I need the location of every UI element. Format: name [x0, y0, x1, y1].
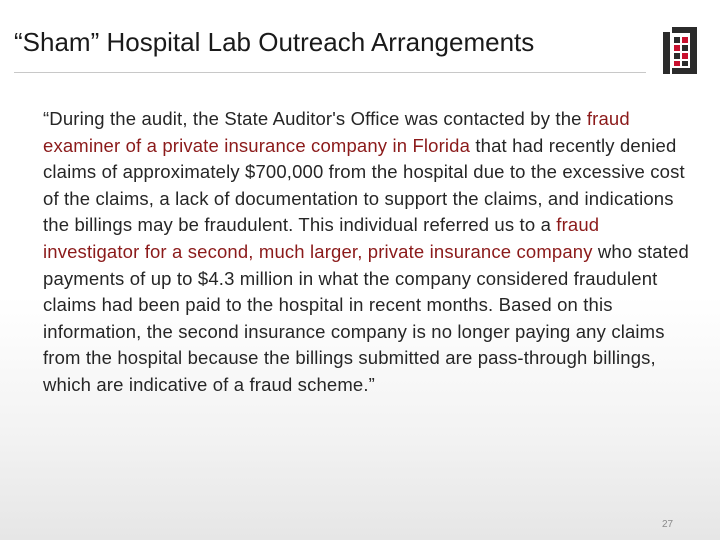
audit-quote — [43, 106, 693, 399]
quote-highlight-2: fraud investigator for a second, much larger, private insurance company — [43, 214, 600, 262]
slide-title: “Sham” Hospital Lab Outreach Arrangements — [14, 27, 535, 57]
organization-logo-icon — [662, 26, 698, 76]
title-divider — [14, 72, 646, 73]
quote-text-1: “During the audit, the State Auditor's Office was contacted by the — [43, 108, 587, 129]
page-number: 27 — [662, 519, 674, 530]
quote-highlight-1: fraud examiner of a private insurance company in Florida — [43, 108, 630, 156]
quote-text-2: that had recently denied claims of approximately $700,000 from the hospital due to the excessive cost of the claims, a lack of documentation to support the claims, and indications the billings may be fraudulent. This individual referred us to a — [43, 134, 685, 236]
quote-text-3: who stated payments of up to $4.3 million in what the company considered fraudulent claims had been paid to the hospital in recent months. Based on this information, the second insurance company is no longer paying any claims from the hospital because the billings submitted are pass-through billings, which are indicative of a fraud scheme.” — [43, 240, 689, 395]
